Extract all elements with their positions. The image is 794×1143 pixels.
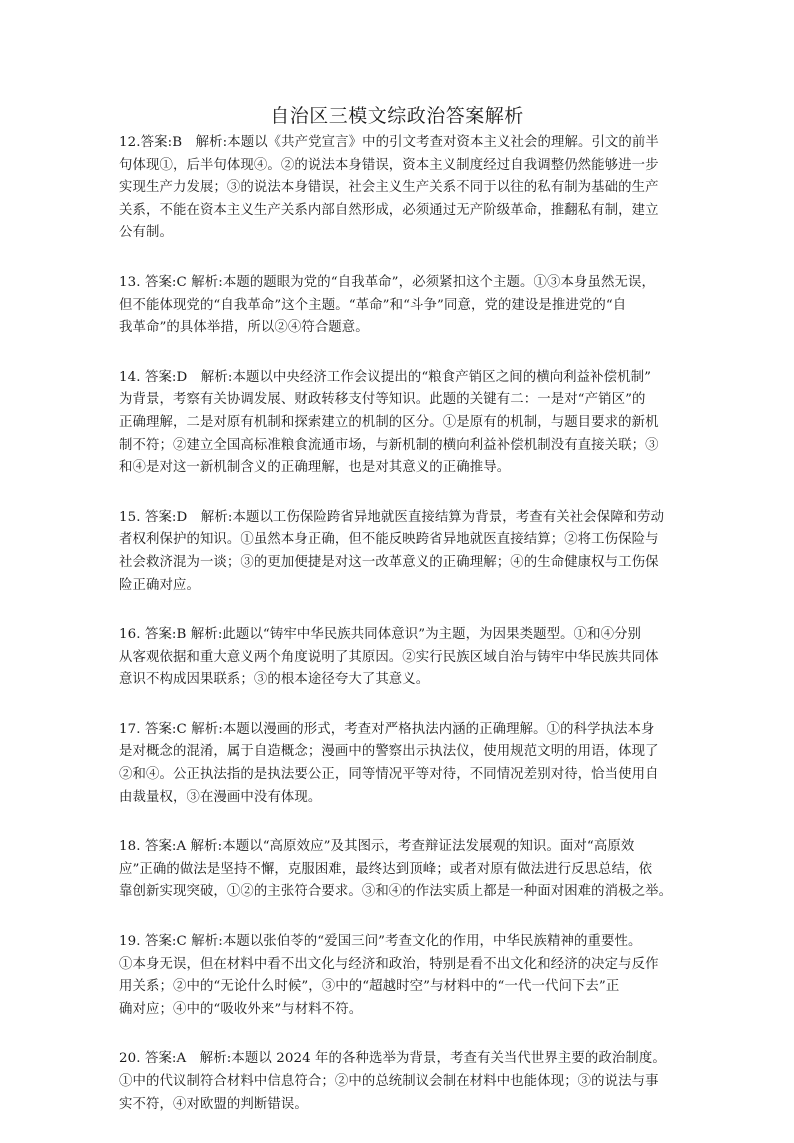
answer-line: 公有制。 bbox=[119, 225, 173, 241]
answer-paragraph bbox=[119, 719, 681, 809]
answer-line: ①本身无误，但在材料中看不出文化与经济和政治，特别是看不出文化和经济的决定与反作 bbox=[119, 956, 659, 972]
answer-lines bbox=[119, 836, 681, 904]
answer-line: ①中的代议制符合材料中信息符合；②中的总统制议会制在材料中也能体现；③的说法与事 bbox=[119, 1074, 659, 1089]
answer-line: 18. 答案:A 解析:本题以“高原效应”及其图示，考查辩证法发展观的知识。面对“高原效 bbox=[119, 839, 635, 855]
answer-line: 14. 答案:D 解析:本题以中央经济工作会议提出的“粮食产销区之间的横向利益补偿机制” bbox=[119, 369, 652, 385]
answer-line: 关系，不能在资本主义生产关系内部自然形成，必须通过无产阶级革命，推翻私有制，建立 bbox=[119, 202, 659, 218]
answer-lines bbox=[119, 624, 681, 692]
answer-line: 19. 答案:C 解析:本题以张伯苓的“爱国三问”考查文化的作用，中华民族精神的重要性。 bbox=[119, 934, 642, 950]
answer-line: 用关系；②中的“无论什么时候”，③中的“超越时空”与材料中的“一代一代问下去”正 bbox=[119, 979, 620, 995]
answer-line: 确对应；④中的“吸收外来”与材料不符。 bbox=[119, 1001, 363, 1017]
answer-lines bbox=[119, 272, 681, 340]
answer-line: ②和④。公正执法指的是执法要公正，同等情况平等对待，不同情况差别对待，恰当使用自 bbox=[119, 767, 659, 783]
answer-line: 应”正确的做法是坚持不懈，克服困难，最终达到顶峰；或者对原有做法进行反思总结，依 bbox=[119, 861, 653, 877]
answer-line: 我革命”的具体举措，所以②④符合题意。 bbox=[119, 320, 369, 336]
answer-line: 实不符，④对欧盟的判断错误。 bbox=[119, 1096, 308, 1112]
answer-line: 20. 答案:A 解析:本题以 2024 年的各种选举为背景，考查有关当代世界主要的政治制度。 bbox=[119, 1051, 666, 1067]
answer-line: 是对概念的混淆，属于自造概念；漫画中的警察出示执法仪，使用规范文明的用语，体现了 bbox=[119, 744, 659, 760]
answer-line: 制不符；②建立全国高标准粮食流通市场，与新机制的横向利益补偿机制没有直接关联；③ bbox=[119, 437, 659, 453]
answer-line: 险正确对应。 bbox=[119, 577, 200, 593]
answer-line: 正确理解，二是对原有机制和探索建立的机制的区分。①是原有的机制，与题目要求的新机 bbox=[119, 414, 659, 430]
answer-line: 13. 答案:C 解析:本题的题眼为党的“自我革命”，必须紧扣这个主题。①③本身虽然无误， bbox=[119, 274, 655, 290]
answer-paragraph bbox=[119, 367, 681, 480]
answer-lines bbox=[119, 507, 681, 597]
answer-line: 为背景，考察有关协调发展、财政转移支付等知识。此题的关键有二：一是对“产销区”的 bbox=[119, 392, 646, 408]
answer-line: 但不能体现党的“自我革命”这个主题。“革命”和“斗争”同意，党的建设是推进党的“自 bbox=[119, 297, 627, 313]
answer-line: 从客观依据和重大意义两个角度说明了其原因。②实行民族区域自治与铸牢中华民族共同体 bbox=[119, 649, 659, 665]
answer-lines bbox=[119, 931, 681, 1021]
answer-lines bbox=[119, 132, 681, 245]
answer-line: 意识不构成因果联系；③的根本途径夸大了其意义。 bbox=[119, 672, 430, 688]
answer-paragraph bbox=[119, 272, 681, 340]
answer-paragraph bbox=[119, 507, 681, 597]
answer-line: 靠创新实现突破，①②的主张符合要求。③和④的作法实质上都是一种面对困难的消极之举。 bbox=[119, 884, 673, 900]
answer-line: 12.答案:B 解析:本题以《共产党宣言》中的引文考查对资本主义社会的理解。引文的前半 bbox=[119, 135, 659, 150]
answer-paragraph bbox=[119, 132, 681, 245]
answer-line: 17. 答案:C 解析:本题以漫画的形式，考查对严格执法内涵的正确理解。①的科学执法本身 bbox=[119, 721, 655, 737]
answer-line: 句体现①，后半句体现④。②的说法本身错误，资本主义制度经过自我调整仍然能够进一步 bbox=[119, 157, 659, 173]
answer-line: 16. 答案:B 解析:此题以“铸牢中华民族共同体意识”为主题，为因果类题型。①和④分别 bbox=[119, 627, 642, 643]
answer-line: 社会救济混为一谈；③的更加便捷是对这一改革意义的正确理解；④的生命健康权与工伤保 bbox=[119, 554, 659, 570]
document-title: 自治区三模文综政治答案解析 bbox=[270, 105, 524, 127]
answer-line: 由裁量权，③在漫画中没有体现。 bbox=[119, 789, 322, 805]
answer-line: 者权利保护的知识。①虽然本身正确，但不能反映跨省异地就医直接结算；②将工伤保险与 bbox=[119, 532, 659, 548]
answer-paragraph bbox=[119, 1048, 681, 1116]
answer-paragraph bbox=[119, 931, 681, 1021]
answer-lines bbox=[119, 719, 681, 809]
answer-line: 15. 答案:D 解析:本题以工伤保险跨省异地就医直接结算为背景，考查有关社会保障和劳动 bbox=[119, 509, 665, 525]
answers-body bbox=[119, 132, 681, 1143]
answer-paragraph bbox=[119, 836, 681, 904]
answer-line: 和④是对这一新机制含义的正确理解，也是对其意义的正确推导。 bbox=[119, 460, 511, 476]
answer-paragraph bbox=[119, 624, 681, 692]
answer-lines bbox=[119, 367, 681, 480]
answer-line: 实现生产力发展；③的说法本身错误，社会主义生产关系不同于以往的私有制为基础的生产 bbox=[119, 180, 659, 196]
answer-lines bbox=[119, 1048, 681, 1116]
